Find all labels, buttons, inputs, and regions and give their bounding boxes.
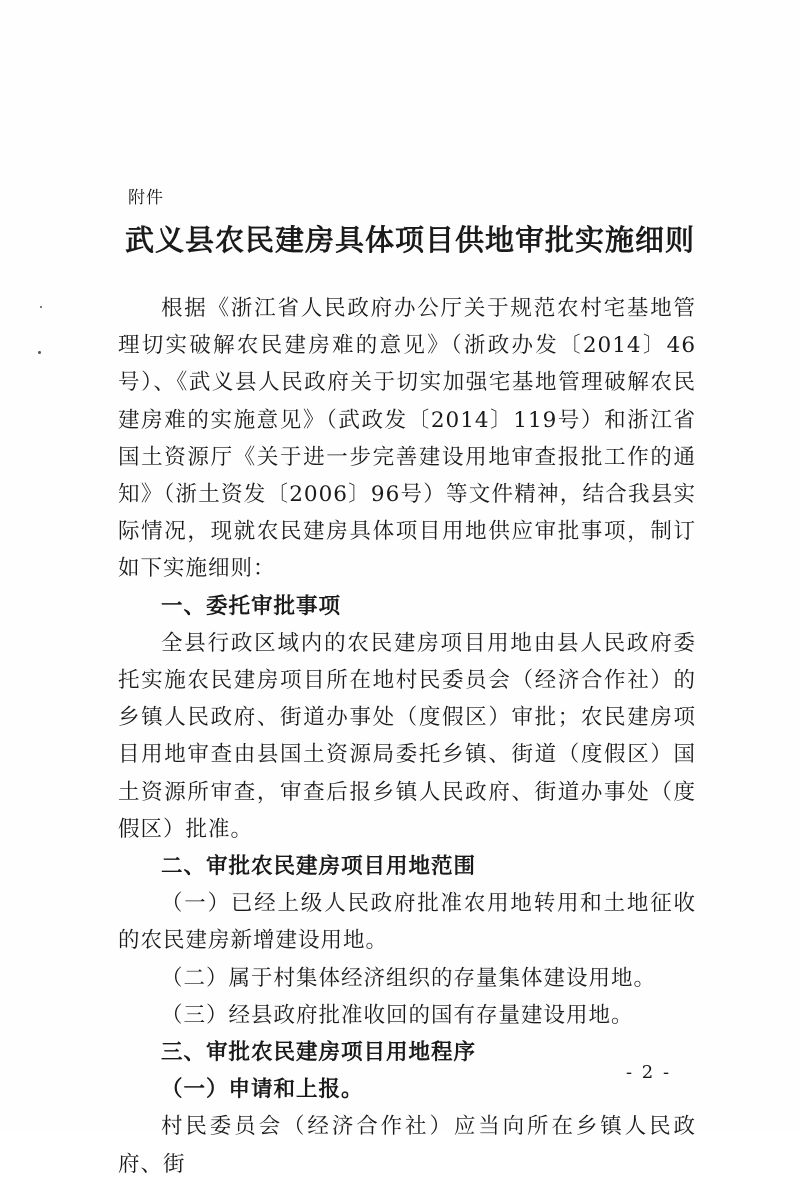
paragraph-delegation: 全县行政区域内的农民建房项目用地由县人民政府委托实施农民建房项目所在地村民委员会（经济合作社）的乡镇人民政府、街道办事处（度假区）审批；农民建房项目用地审查由县国土资源局委托乡镇、街道（度假区）国土资源所审查，审查后报乡镇人民政府、街道办事处（度假区）批准。	[118, 630, 696, 842]
scan-speck	[40, 306, 42, 308]
document-title: 武义县农民建房具体项目供地审批实施细则	[124, 223, 695, 257]
paragraph-scope-1: （一）已经上级人民政府批准农用地转用和土地征收的农民建房新增建设用地。	[118, 891, 696, 954]
paragraph-scope-2: （二）属于村集体经济组织的存量集体建设用地。	[161, 965, 657, 991]
paragraph-apply: 村民委员会（经济合作社）应当向所在乡镇人民政府、街	[118, 1114, 696, 1177]
document-body	[118, 290, 696, 1183]
section-heading-2: 二、审批农民建房项目用地范围	[161, 854, 477, 880]
subsection-heading-apply: （一）申请和上报。	[161, 1077, 364, 1103]
paragraph-preamble: 根据《浙江省人民政府办公厅关于规范农村宅基地管理切实破解农民建房难的意见》（浙政办发〔2014〕46号）、《武义县人民政府关于切实加强宅基地管理破解农民建房难的实施意见》（武政发〔2014〕119号）和浙江省国土资源厅《关于进一步完善建设用地审查报批工作的通知》（浙土资发〔2006〕96号）等文件精神，结合我县实际情况，现就农民建房具体项目用地供应审批事项，制订如下实施细则：	[118, 296, 696, 582]
scan-speck	[38, 351, 41, 354]
paragraph-scope-3: （三）经县政府批准收回的国有存量建设用地。	[161, 1002, 634, 1028]
section-heading-1: 一、委托审批事项	[161, 593, 342, 619]
section-heading-3: 三、审批农民建房项目用地程序	[161, 1040, 477, 1066]
attachment-label: 附件	[128, 188, 164, 208]
page-number: - 2 -	[626, 1062, 672, 1083]
